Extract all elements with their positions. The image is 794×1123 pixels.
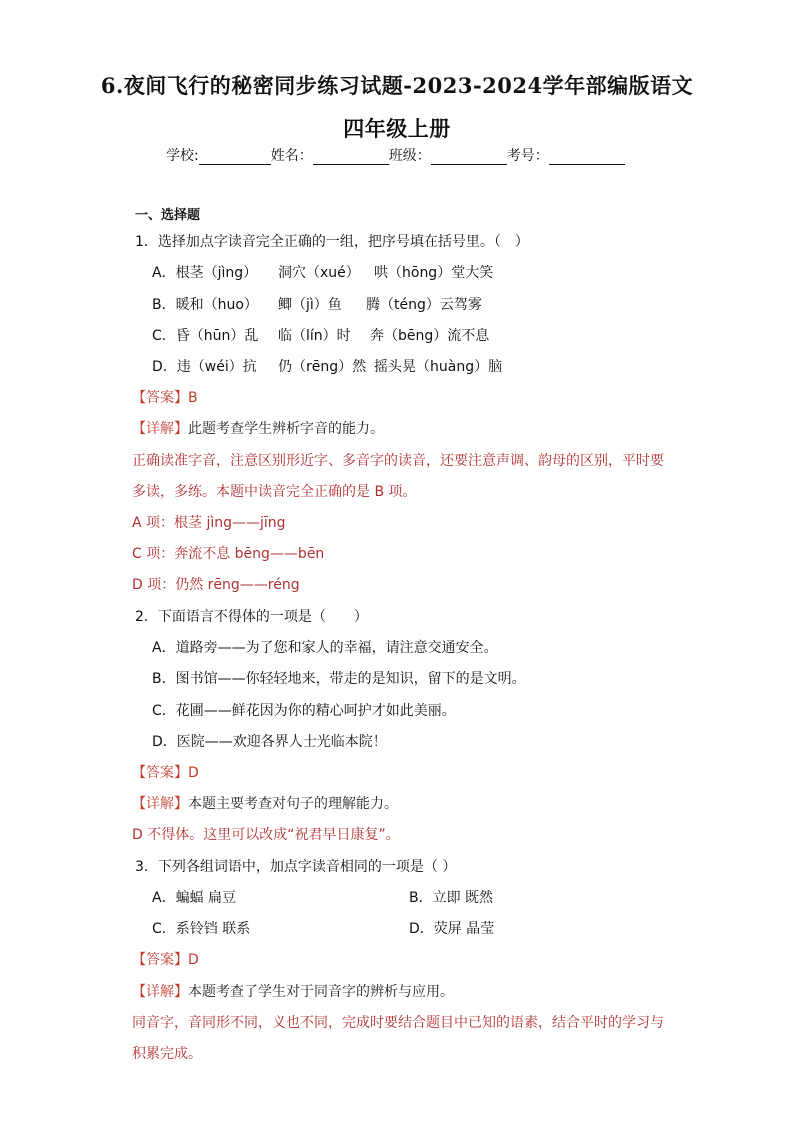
question-1-stem: 1．选择加点字读音完全正确的一组，把序号填在括号里。（ ） <box>135 234 529 250</box>
explanation-label: 【详解】 <box>132 984 188 1000</box>
answer-label: 【答案】 <box>132 765 188 781</box>
question-1-option-b: B．暖和（huo） 鲫（jì）鱼 腾（téng）云驾雾 <box>152 297 482 313</box>
class-label: 班级： <box>388 148 431 164</box>
question-2-option-b: B．图书馆——你轻轻地来，带走的是知识，留下的是文明。 <box>152 671 526 687</box>
question-3-answer <box>132 951 199 969</box>
exam-number-label: 考号： <box>506 148 549 164</box>
exam-number-blank[interactable] <box>549 150 625 165</box>
question-1-option-d: D．违（wéi）抗 仍（rēng）然 摇头晃（huàng）脑 <box>152 359 503 375</box>
question-2-explanation <box>132 795 398 813</box>
question-2-detail-line-1: D 不得体。这里可以改成“祝君早日康复”。 <box>132 827 400 843</box>
answer-value: D <box>188 765 199 781</box>
answer-value: B <box>188 390 198 406</box>
question-2-stem: 2．下面语言不得体的一项是（ ） <box>135 609 368 625</box>
question-2-answer <box>132 764 199 782</box>
answer-label: 【答案】 <box>132 952 188 968</box>
document-title-line-1: 6.夜间飞行的秘密同步练习试题-2023-2024学年部编版语文 <box>100 73 694 98</box>
question-1-detail-line-2: 多读，多练。本题中读音完全正确的是 B 项。 <box>132 484 417 500</box>
question-3-explanation <box>132 983 454 1001</box>
explanation-text: 本题考查了学生对于同音字的辨析与应用。 <box>188 984 454 1000</box>
question-3-stem: 3．下列各组词语中，加点字读音相同的一项是（ ） <box>135 859 457 875</box>
document-title-line-2: 四年级上册 <box>343 116 451 141</box>
answer-label: 【答案】 <box>132 390 188 406</box>
question-1-option-c: C．昏（hūn）乱 临（lín）时 奔（bēng）流不息 <box>152 328 490 344</box>
explanation-text: 此题考查学生辨析字音的能力。 <box>188 421 384 437</box>
question-3-detail-line-1: 同音字，音同形不同，义也不同，完成时要结合题目中已知的语素，结合平时的学习与 <box>132 1015 664 1031</box>
name-label: 姓名： <box>270 148 313 164</box>
school-blank[interactable] <box>199 150 271 165</box>
question-3-option-a: A．蝙蝠 扁豆 <box>152 890 237 906</box>
explanation-text: 本题主要考查对句子的理解能力。 <box>188 796 398 812</box>
question-2-option-c: C．花圃——鲜花因为你的精心呵护才如此美丽。 <box>152 703 456 719</box>
question-1-explanation <box>132 420 384 438</box>
question-1-note-c: C 项：奔流不息 bēng——bēn <box>132 546 325 562</box>
question-1-answer <box>132 389 198 407</box>
answer-value: D <box>188 952 199 968</box>
explanation-label: 【详解】 <box>132 796 188 812</box>
question-3-option-c: C．系铃铛 联系 <box>152 921 251 937</box>
student-info-row <box>166 145 625 165</box>
question-1-detail-line-1: 正确读准字音，注意区别形近字、多音字的读音，还要注意声调、韵母的区别，平时要 <box>132 453 664 469</box>
question-1-note-a: A 项：根茎 jìng——jīng <box>132 515 286 531</box>
section-title: 一、选择题 <box>135 208 201 223</box>
question-3-option-d: D．荧屏 晶莹 <box>409 921 495 937</box>
question-1-note-d: D 项：仍然 rēng——réng <box>132 577 300 593</box>
class-blank[interactable] <box>431 150 507 165</box>
explanation-label: 【详解】 <box>132 421 188 437</box>
question-1-option-a: A．根茎（jìng） 洞穴（xué） 哄（hōng）堂大笑 <box>152 265 494 281</box>
question-2-option-d: D．医院——欢迎各界人士光临本院！ <box>152 734 387 750</box>
question-3-detail-line-2: 积累完成。 <box>132 1046 202 1062</box>
question-2-option-a: A．道路旁——为了您和家人的幸福，请注意交通安全。 <box>152 640 498 656</box>
name-blank[interactable] <box>313 150 389 165</box>
school-label: 学校: <box>166 148 199 164</box>
question-3-option-b: B．立即 既然 <box>409 890 494 906</box>
